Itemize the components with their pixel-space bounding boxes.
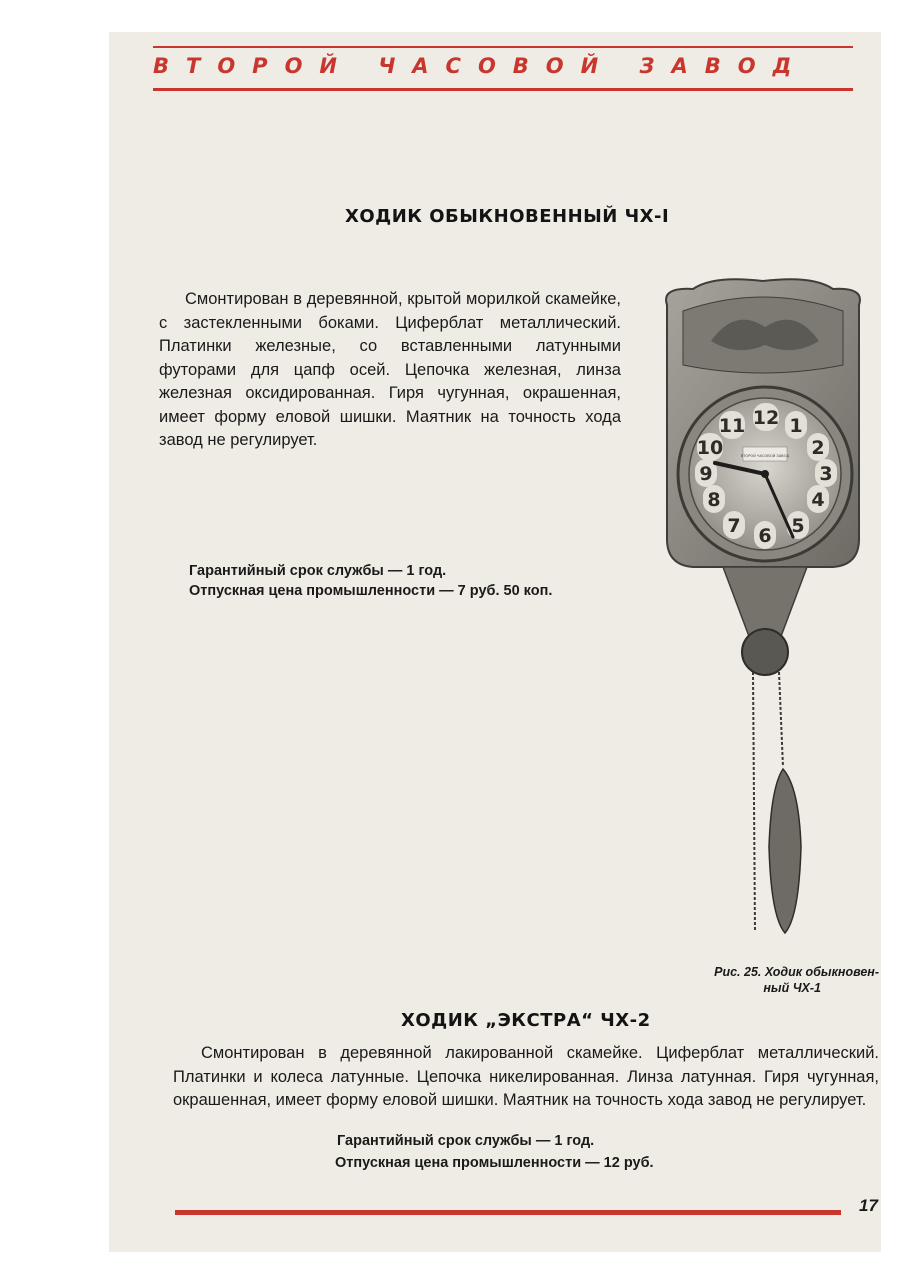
figure-caption-line2: ный ЧХ-1 bbox=[763, 981, 821, 995]
header-rule-top bbox=[153, 46, 853, 48]
dial-numeral: 11 bbox=[718, 415, 746, 437]
section1-warranty: Гарантийный срок службы — 1 год. bbox=[189, 563, 447, 579]
section1-paragraph: Смонтирован в деревянной, крытой морилкой скамейке, с застекленными боками. Циферблат металлический. Платинки железные, со вставленными латунными футорами для цапф осей. Цепочка железная, линза железная оксидированная. Гиря чугунная, окрашенная, имеет форму еловой шишки. Маятник на точность хода завод не регулирует. bbox=[159, 290, 621, 449]
section2-paragraph: Смонтирован в деревянной лакированной скамейке. Циферблат металлический. Платинки и колеса латунные. Цепочка никелированная. Линза латунная. Гиря чугунная, окрашенная, имеет форму еловой шишки. Маятник на точность хода завод не регулирует. bbox=[173, 1044, 879, 1109]
dial-numeral: 1 bbox=[789, 415, 803, 437]
figure-caption-line1: Рис. 25. Ходик обыкновен- bbox=[714, 965, 879, 979]
dial-numeral: 10 bbox=[696, 437, 724, 459]
dial-maker-label: ВТОРОЙ ЧАСОВОЙ ЗАВОД bbox=[740, 454, 790, 458]
catalog-page bbox=[109, 32, 881, 1252]
dial-numeral: 12 bbox=[752, 407, 780, 429]
dial-numeral: 6 bbox=[758, 525, 772, 547]
footer-rule bbox=[175, 1210, 841, 1215]
figure-caption bbox=[619, 964, 879, 996]
dial-numeral: 5 bbox=[791, 515, 805, 537]
dial-numeral: 2 bbox=[811, 437, 825, 459]
section1-price: Отпускная цена промышленности — 7 руб. 50 коп. bbox=[189, 583, 553, 599]
dial-numeral: 4 bbox=[811, 489, 825, 511]
section2-warranty: Гарантийный срок службы — 1 год. bbox=[337, 1133, 595, 1149]
section1-title: ХОДИК ОБЫКНОВЕННЫЙ ЧХ-I bbox=[345, 206, 670, 227]
header-title: ВТОРОЙ ЧАСОВОЙ ЗАВОД bbox=[153, 54, 809, 78]
dial-numeral: 8 bbox=[707, 489, 721, 511]
header-rule-bottom bbox=[153, 88, 853, 91]
section2-title: ХОДИК „ЭКСТРА“ ЧХ-2 bbox=[401, 1010, 651, 1031]
page-number: 17 bbox=[859, 1196, 878, 1215]
wall-clock-illustration bbox=[653, 277, 873, 942]
dial-numeral: 7 bbox=[727, 515, 741, 537]
dial-numeral: 9 bbox=[699, 463, 713, 485]
dial-numeral: 3 bbox=[819, 463, 833, 485]
section2-price: Отпускная цена промышленности — 12 руб. bbox=[335, 1155, 654, 1171]
